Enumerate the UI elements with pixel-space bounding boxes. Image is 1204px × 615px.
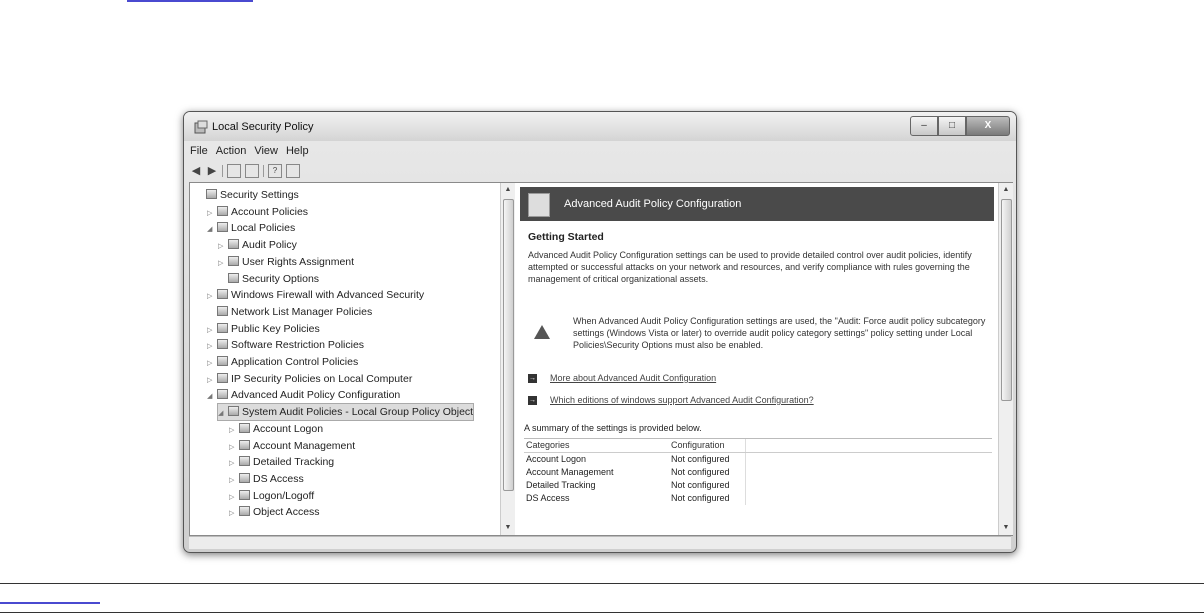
policy-folder-icon xyxy=(228,273,239,283)
tree-item-label: Advanced Audit Policy Configuration xyxy=(231,389,401,402)
tree-item-label: Windows Firewall with Advanced Security xyxy=(231,289,425,302)
policy-folder-icon xyxy=(239,456,250,466)
tree-scroll-thumb[interactable] xyxy=(503,199,514,491)
policy-folder-icon xyxy=(217,222,228,232)
maximize-button[interactable]: □ xyxy=(938,116,966,136)
policy-folder-icon xyxy=(228,406,239,416)
status-bar xyxy=(189,536,1011,549)
expand-arrow-icon[interactable]: ◢ xyxy=(218,410,224,418)
table-row[interactable] xyxy=(524,479,992,492)
policy-folder-icon xyxy=(239,490,250,500)
window-controls xyxy=(910,116,1010,136)
policy-folder-icon xyxy=(206,189,217,199)
tree-scrollbar[interactable] xyxy=(500,183,515,535)
tree-item-label: Detailed Tracking xyxy=(253,456,335,469)
tree-item-label: Public Key Policies xyxy=(231,322,320,335)
more-about-link[interactable]: More about Advanced Audit Configuration xyxy=(550,373,717,383)
tree-item-label: User Rights Assignment xyxy=(242,255,355,268)
column-header-configuration[interactable]: Configuration xyxy=(671,439,746,452)
warning-icon xyxy=(534,325,550,339)
tree-item[interactable] xyxy=(229,488,314,504)
policy-folder-icon xyxy=(228,239,239,249)
intro-paragraph: Advanced Audit Policy Configuration settings can be used to provide detailed control over audit policies, identify attempted or successful attacks on your network and resources, and verify compliance with rules governing the management of critical organizational assets. xyxy=(528,250,972,284)
summary-table xyxy=(524,438,992,505)
policy-folder-icon xyxy=(217,389,228,399)
expand-arrow-icon[interactable]: ▷ xyxy=(229,493,235,501)
scroll-up-arrow-icon[interactable]: ▲ xyxy=(1002,186,1010,193)
expand-arrow-icon[interactable]: ◢ xyxy=(207,393,213,401)
banner-title: Advanced Audit Policy Configuration xyxy=(564,198,742,210)
toolbar-separator xyxy=(263,165,264,177)
tree-item-label: IP Security Policies on Local Computer xyxy=(231,372,413,385)
expand-arrow-icon[interactable]: ▷ xyxy=(229,460,235,468)
show-hide-tree-icon[interactable] xyxy=(245,164,259,178)
expand-arrow-icon[interactable]: ▷ xyxy=(207,360,213,367)
tree-item[interactable] xyxy=(229,471,304,487)
expand-arrow-icon[interactable]: ▷ xyxy=(218,243,224,251)
link-arrow-icon: → xyxy=(529,397,536,404)
tree-item[interactable] xyxy=(207,354,358,370)
tree-item[interactable] xyxy=(229,438,355,454)
expand-arrow-icon[interactable]: ▷ xyxy=(229,476,235,484)
table-row[interactable] xyxy=(524,466,992,479)
tree-item[interactable] xyxy=(207,220,295,236)
expand-arrow-icon[interactable]: ▷ xyxy=(207,343,213,351)
tree-item[interactable] xyxy=(218,404,473,420)
tree-item[interactable] xyxy=(229,454,334,470)
tree-item[interactable] xyxy=(229,421,323,437)
properties-icon[interactable] xyxy=(286,164,300,178)
tree-item-label: Account Policies xyxy=(231,205,309,218)
tree-item-label: Software Restriction Policies xyxy=(231,339,365,352)
policy-folder-icon xyxy=(217,306,228,316)
expand-arrow-icon[interactable]: ▷ xyxy=(229,443,235,451)
summary-text: A summary of the settings is provided below. xyxy=(524,423,702,433)
expand-arrow-icon[interactable]: ◢ xyxy=(207,226,213,234)
expand-arrow-icon[interactable]: ▷ xyxy=(207,326,213,334)
configuration-cell: Not configured xyxy=(671,492,746,505)
warning-text: When Advanced Audit Policy Configuration settings are used, the "Audit: Force audit policy subcategory settings (Windows Vista or later) to override audit policy category settings" policy setting under Local Policies\Security Options must also be enabled. xyxy=(573,316,986,350)
expand-arrow-icon[interactable]: ▷ xyxy=(229,426,235,434)
toolbar-separator xyxy=(222,165,223,177)
toolbar xyxy=(190,164,300,178)
page-divider xyxy=(0,583,1204,584)
policy-folder-icon xyxy=(217,323,228,333)
tree-item-label: Object Access xyxy=(253,506,320,519)
table-row[interactable] xyxy=(524,453,992,466)
policy-folder-icon xyxy=(217,289,228,299)
policy-folder-icon xyxy=(217,339,228,349)
category-cell: Account Management xyxy=(526,467,614,477)
policy-folder-icon xyxy=(239,506,250,516)
category-cell: Detailed Tracking xyxy=(526,480,596,490)
policy-folder-icon xyxy=(217,206,228,216)
link-arrow-icon: → xyxy=(529,375,536,382)
tree-item-label: Audit Policy xyxy=(242,239,297,252)
tree-item[interactable] xyxy=(218,271,319,287)
tree-item[interactable] xyxy=(207,304,372,320)
tree-item[interactable] xyxy=(207,287,424,303)
expand-arrow-icon[interactable]: ▷ xyxy=(207,209,213,217)
table-row[interactable] xyxy=(524,492,992,505)
menu-view[interactable]: View xyxy=(254,145,278,157)
menu-action[interactable]: Action xyxy=(215,145,247,157)
tree-item-label: Logon/Logoff xyxy=(253,489,315,502)
window-title: Local Security Policy xyxy=(212,121,314,133)
menu-bar xyxy=(190,145,309,157)
help-icon[interactable]: ? xyxy=(268,164,282,178)
tree-item-label: Network List Manager Policies xyxy=(231,305,373,318)
tree-item[interactable] xyxy=(207,371,412,387)
tree-item[interactable] xyxy=(207,387,400,403)
tree-item[interactable] xyxy=(229,504,320,520)
tree-item-label: Local Policies xyxy=(231,222,296,235)
editions-support-link[interactable]: Which editions of windows support Advanced Audit Configuration? xyxy=(550,395,814,405)
security-policy-app-icon xyxy=(194,120,208,134)
detail-scroll-thumb[interactable] xyxy=(1001,199,1012,401)
tree-item[interactable] xyxy=(218,254,354,270)
scroll-down-arrow-icon[interactable]: ▼ xyxy=(504,524,512,531)
getting-started-heading: Getting Started xyxy=(528,231,604,243)
back-icon[interactable]: ◀ xyxy=(191,165,201,177)
configuration-cell: Not configured xyxy=(671,453,746,466)
tree-item-label: Application Control Policies xyxy=(231,356,359,368)
close-button[interactable]: X xyxy=(966,116,1010,136)
menu-help[interactable]: Help xyxy=(285,145,309,157)
page-bottom-link-underline[interactable] xyxy=(0,602,100,604)
page-top-link-underline[interactable] xyxy=(127,0,253,2)
forward-icon[interactable]: ▶ xyxy=(207,165,217,177)
tree-item-label: System Audit Policies - Local Group Policy Object xyxy=(242,406,474,419)
expand-arrow-icon[interactable]: ▷ xyxy=(218,259,224,267)
detail-pane xyxy=(516,183,998,535)
minimize-button[interactable]: – xyxy=(910,116,938,136)
tree-item-label: Account Management xyxy=(253,439,356,452)
scroll-down-arrow-icon[interactable]: ▼ xyxy=(1002,524,1010,531)
expand-arrow-icon[interactable]: ▷ xyxy=(229,510,235,518)
tree-item-label: Account Logon xyxy=(253,422,324,435)
policy-folder-icon xyxy=(217,373,228,383)
tree-item-label: DS Access xyxy=(253,472,304,485)
tree-item-label: Security Options xyxy=(242,272,320,285)
policy-folder-icon xyxy=(239,423,250,433)
console-client-area xyxy=(189,182,1013,536)
local-security-policy-window xyxy=(183,111,1017,553)
tree-item[interactable] xyxy=(196,187,299,203)
policy-folder-icon xyxy=(217,356,228,366)
tree-item[interactable] xyxy=(207,321,320,337)
expand-arrow-icon[interactable]: ▷ xyxy=(207,293,213,301)
tree-item[interactable] xyxy=(218,237,297,253)
console-tree xyxy=(190,183,500,535)
audit-policy-icon xyxy=(528,193,550,217)
tree-item[interactable] xyxy=(207,204,308,220)
title-bar[interactable] xyxy=(184,112,1016,141)
policy-folder-icon xyxy=(228,256,239,266)
category-cell: Account Logon xyxy=(526,454,587,464)
configuration-cell: Not configured xyxy=(671,466,746,479)
detail-scrollbar[interactable] xyxy=(998,183,1013,535)
tree-item[interactable] xyxy=(207,337,364,353)
expand-arrow-icon[interactable]: ▷ xyxy=(207,376,213,384)
policy-folder-icon xyxy=(239,440,250,450)
configuration-cell: Not configured xyxy=(671,479,746,492)
policy-folder-icon xyxy=(239,473,250,483)
table-header-row xyxy=(524,439,992,453)
column-header-categories[interactable]: Categories xyxy=(526,440,570,450)
menu-file[interactable]: File xyxy=(190,145,208,157)
scroll-up-arrow-icon[interactable]: ▲ xyxy=(504,186,512,193)
up-icon[interactable] xyxy=(227,164,241,178)
tree-item-label: Security Settings xyxy=(220,189,299,201)
detail-banner xyxy=(520,187,994,221)
page-divider xyxy=(0,612,1204,613)
category-cell: DS Access xyxy=(526,493,570,503)
